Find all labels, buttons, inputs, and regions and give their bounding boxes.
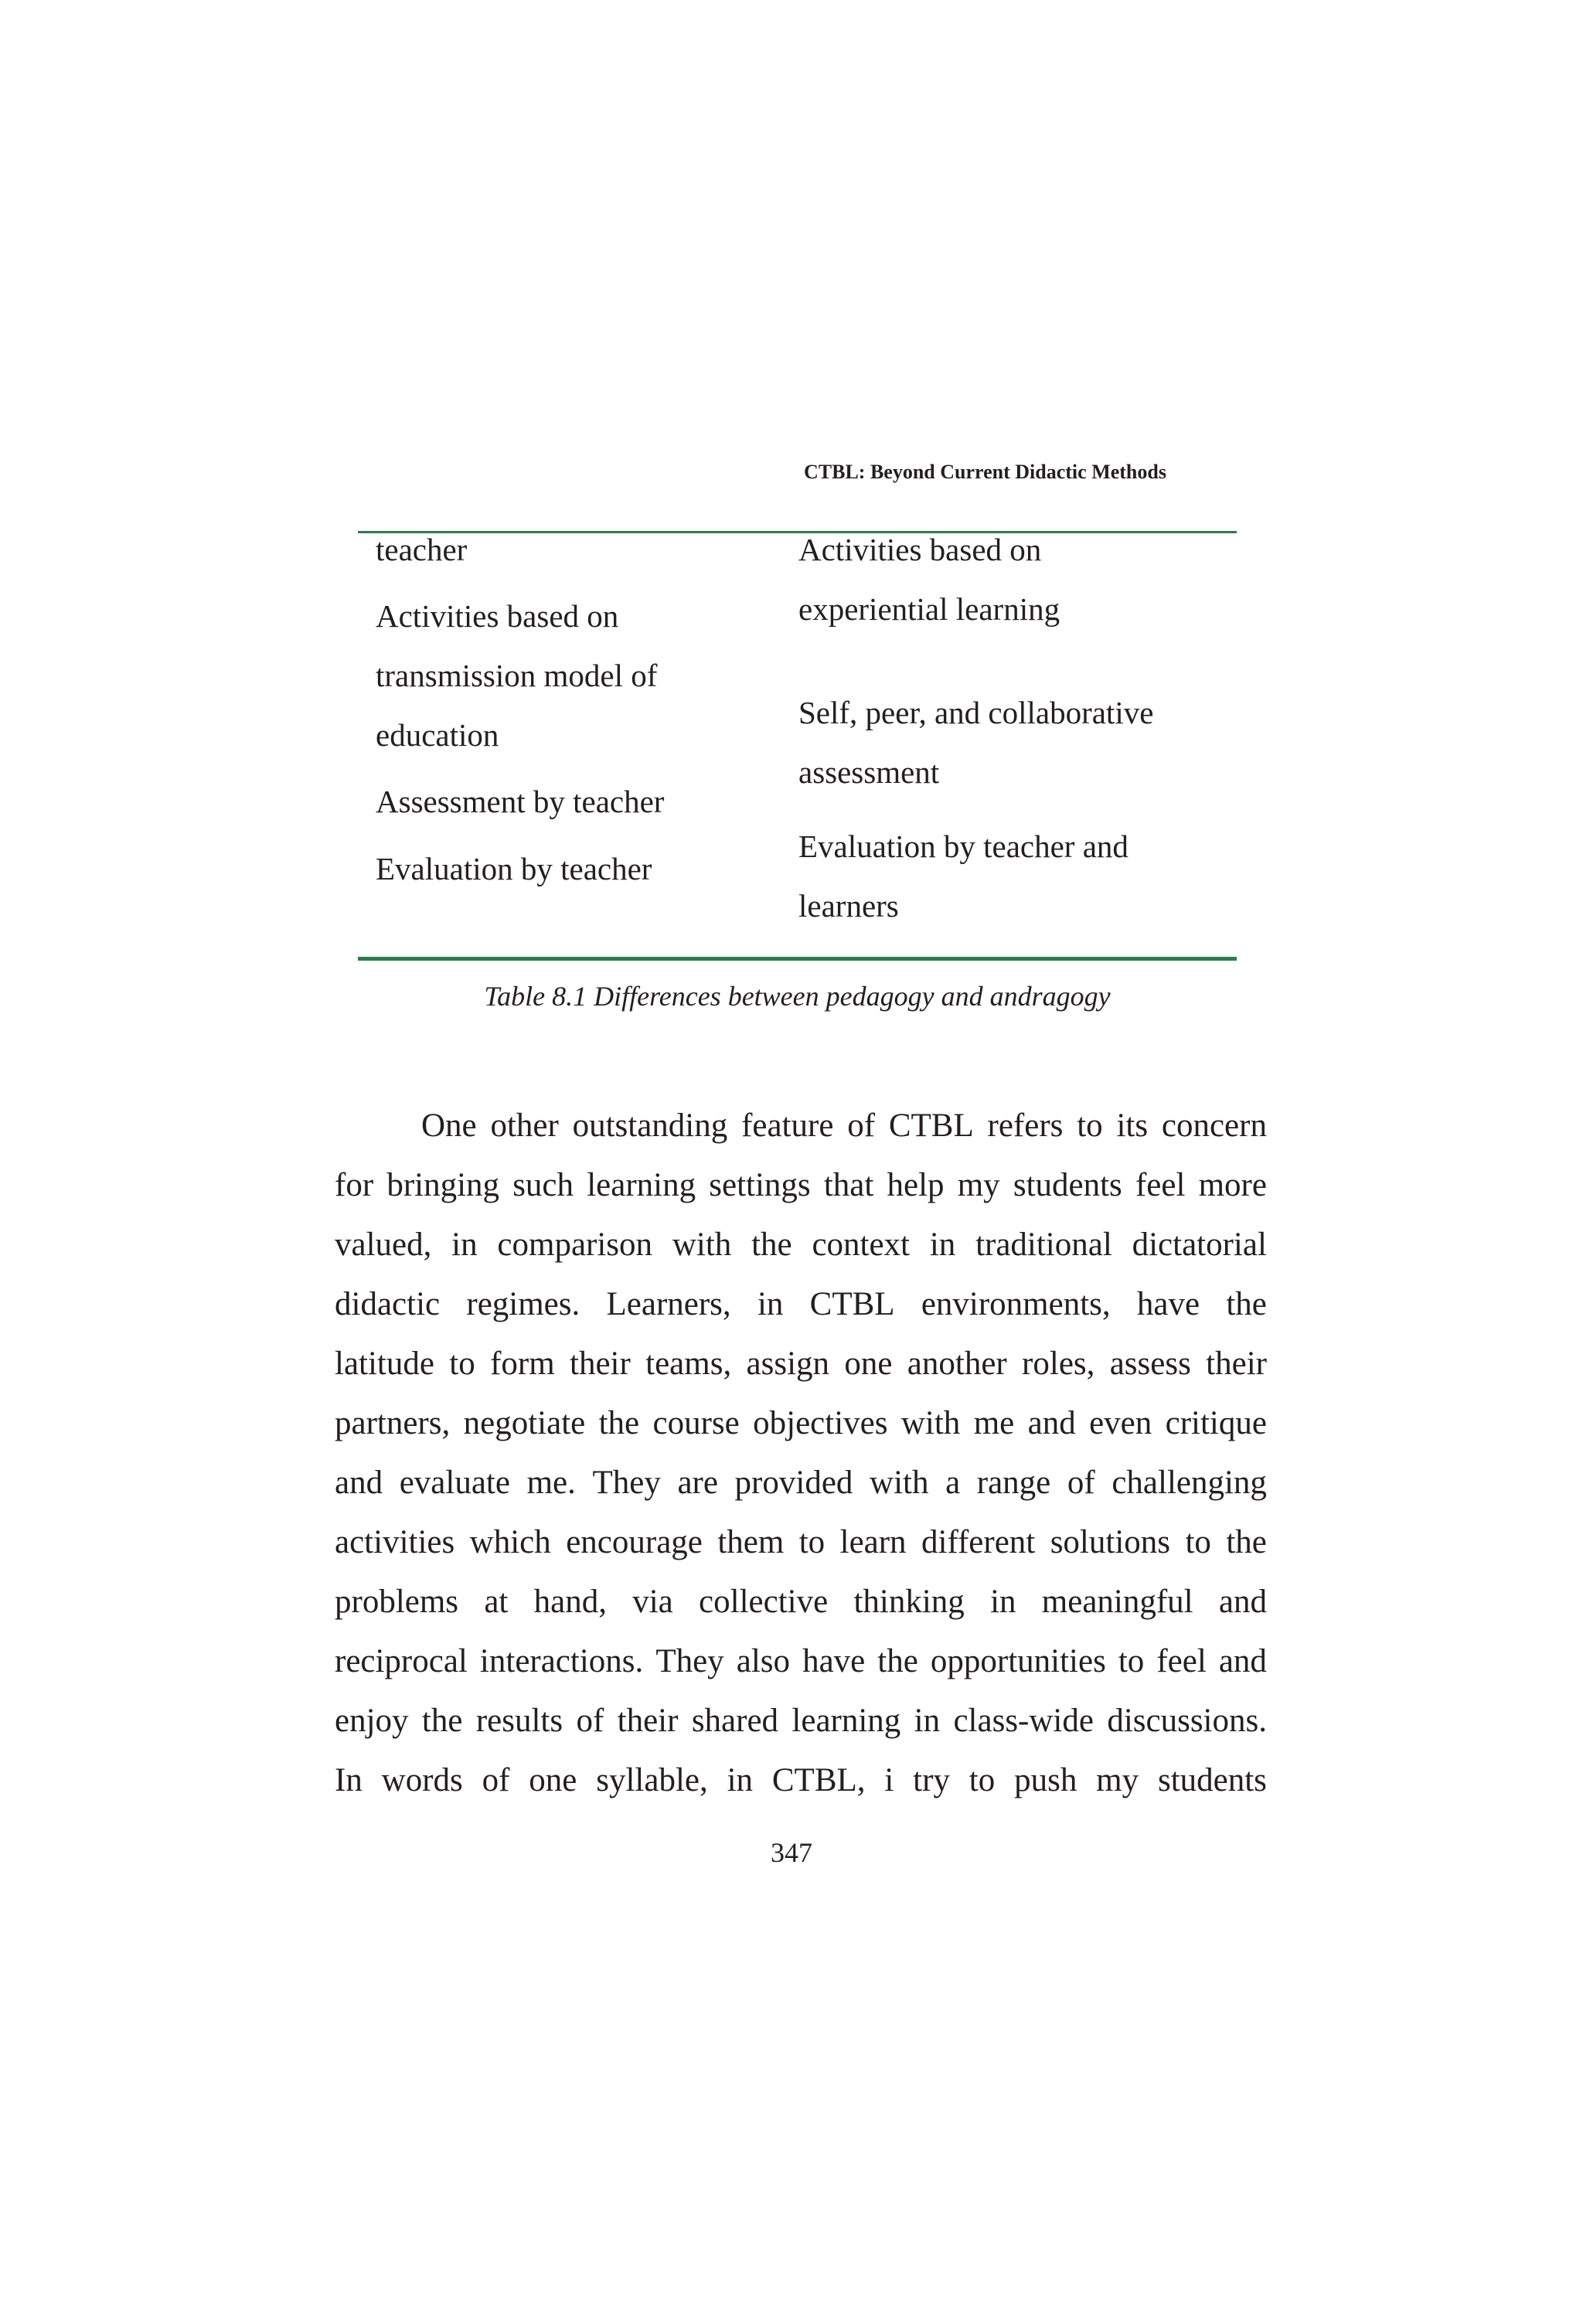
- paragraph-word: Learners,: [606, 1286, 731, 1322]
- paragraph-word: They: [592, 1465, 661, 1501]
- paragraph-word: to: [969, 1762, 996, 1798]
- paragraph-word: environments,: [921, 1286, 1111, 1322]
- paragraph-line: [335, 1453, 1267, 1512]
- paragraph-word: me: [973, 1405, 1015, 1441]
- paragraph-word: latitude: [335, 1346, 434, 1382]
- paragraph-word: learn: [839, 1524, 907, 1560]
- paragraph-word: concern: [1161, 1108, 1267, 1144]
- paragraph-word: traditional: [975, 1227, 1112, 1263]
- paragraph-word: opportunities: [930, 1643, 1106, 1679]
- paragraph-word: CTBL: [809, 1286, 895, 1322]
- paragraph-line: [335, 1751, 1267, 1810]
- paragraph-word: to: [1185, 1524, 1211, 1560]
- paragraph-word: dictatorial: [1132, 1227, 1267, 1263]
- paragraph-line: [335, 1691, 1267, 1751]
- paragraph-word: are: [677, 1465, 718, 1501]
- paragraph-word: and: [335, 1465, 383, 1501]
- paragraph-word: the: [1226, 1524, 1267, 1560]
- paragraph-line: [335, 1572, 1267, 1632]
- right-cell-line: Activities based on: [798, 532, 1042, 567]
- paragraph-word: teams,: [645, 1346, 732, 1382]
- paragraph-word: interactions.: [479, 1643, 644, 1679]
- paragraph-word: to: [798, 1524, 826, 1560]
- paragraph-word: their: [570, 1346, 631, 1382]
- paragraph-word: a: [945, 1465, 961, 1501]
- paragraph-word: didactic: [335, 1286, 441, 1322]
- paragraph-word: class-wide: [953, 1703, 1094, 1739]
- paragraph-word: roles,: [1022, 1346, 1095, 1382]
- paragraph-line: [335, 1393, 1267, 1453]
- right-cell-line: experiential learning: [798, 591, 1060, 627]
- right-cell-line: learners: [798, 888, 899, 924]
- paragraph-word: even: [1089, 1405, 1152, 1441]
- paragraph-word: them: [717, 1524, 785, 1560]
- paragraph-word: objectives: [753, 1405, 888, 1441]
- paragraph-word: with: [900, 1405, 961, 1441]
- paragraph-word: valued,: [335, 1227, 432, 1263]
- paragraph-word: challenging: [1112, 1465, 1267, 1501]
- left-cell-line: Evaluation by teacher: [376, 851, 652, 886]
- paragraph-word: results: [475, 1703, 563, 1739]
- paragraph-word: push: [1014, 1762, 1077, 1798]
- right-cell-line: assessment: [798, 754, 940, 790]
- paragraph-word: thinking: [853, 1584, 965, 1620]
- paragraph-word: with: [672, 1227, 732, 1263]
- paragraph-word: in: [727, 1762, 754, 1798]
- paragraph-word: different: [921, 1524, 1036, 1560]
- paragraph-word: have: [802, 1643, 866, 1679]
- paragraph-word: to: [1077, 1108, 1103, 1144]
- paragraph-word: one: [529, 1762, 577, 1798]
- paragraph-word: the: [421, 1703, 463, 1739]
- table-caption: Table 8.1 Differences between pedagogy and andragogy: [484, 981, 1111, 1012]
- paragraph-word: provided: [734, 1465, 853, 1501]
- paragraph-word: in: [451, 1227, 478, 1263]
- paragraph-word: assess: [1109, 1346, 1191, 1382]
- paragraph-word: assign: [746, 1346, 830, 1382]
- paragraph-word: outstanding: [572, 1108, 728, 1144]
- paragraph-word: the: [751, 1227, 792, 1263]
- paragraph-word: learning: [587, 1167, 696, 1203]
- paragraph-word: context: [812, 1227, 911, 1263]
- paragraph-line: [335, 1274, 1267, 1334]
- paragraph-word: activities: [335, 1524, 455, 1560]
- paragraph-word: form: [490, 1346, 555, 1382]
- paragraph-word: that: [823, 1167, 874, 1203]
- paragraph-word: my: [1096, 1762, 1139, 1798]
- paragraph-word: in: [929, 1227, 956, 1263]
- paragraph-word: critique: [1165, 1405, 1267, 1441]
- paragraph-word: In: [335, 1762, 363, 1798]
- paragraph-word: words: [381, 1762, 463, 1798]
- paragraph-word: another: [907, 1346, 1007, 1382]
- paragraph-word: its: [1116, 1108, 1149, 1144]
- paragraph-word: CTBL,: [771, 1762, 866, 1798]
- paragraph-word: feel: [1135, 1167, 1186, 1203]
- paragraph-word: solutions: [1050, 1524, 1170, 1560]
- table-top-rule: [358, 531, 1237, 533]
- paragraph-word: the: [1226, 1286, 1267, 1322]
- left-cell-line: education: [376, 717, 499, 753]
- paragraph-word: range: [976, 1465, 1051, 1501]
- paragraph-word: collective: [699, 1584, 829, 1620]
- paragraph-word: with: [870, 1465, 929, 1501]
- paragraph-word: and: [1027, 1405, 1076, 1441]
- paragraph-line: [335, 1215, 1267, 1274]
- paragraph-word: of: [482, 1762, 510, 1798]
- paragraph-word: partners,: [335, 1405, 451, 1441]
- paragraph-word: regimes.: [466, 1286, 580, 1322]
- paragraph-word: syllable,: [596, 1762, 708, 1798]
- paragraph-word: in: [990, 1584, 1016, 1620]
- paragraph-word: problems: [335, 1584, 459, 1620]
- paragraph-word: discussions.: [1107, 1703, 1267, 1739]
- paragraph-word: to: [449, 1346, 475, 1382]
- paragraph-word: try: [913, 1762, 950, 1798]
- paragraph-word: and: [1218, 1584, 1267, 1620]
- left-cell-line: Assessment by teacher: [376, 784, 665, 819]
- paragraph-line: [335, 1334, 1267, 1393]
- paragraph-word: more: [1198, 1167, 1267, 1203]
- body-paragraph: [335, 1096, 1267, 1810]
- paragraph-word: help: [887, 1167, 945, 1203]
- paragraph-word: meaningful: [1041, 1584, 1193, 1620]
- paragraph-word: course: [652, 1405, 740, 1441]
- paragraph-word: me.: [526, 1465, 576, 1501]
- paragraph-word: via: [632, 1584, 673, 1620]
- paragraph-word: the: [877, 1643, 918, 1679]
- table-bottom-rule: [358, 957, 1237, 961]
- paragraph-line: [335, 1512, 1267, 1572]
- paragraph-word: enjoy: [335, 1703, 409, 1739]
- left-cell-line: transmission model of: [376, 658, 658, 693]
- paragraph-word: One: [421, 1108, 477, 1144]
- paragraph-word: encourage: [566, 1524, 703, 1560]
- paragraph-word: negotiate: [463, 1405, 586, 1441]
- left-cell-line: teacher: [376, 532, 468, 567]
- paragraph-word: in: [914, 1703, 941, 1739]
- paragraph-word: feel: [1156, 1643, 1207, 1679]
- paragraph-word: my: [957, 1167, 1000, 1203]
- paragraph-word: of: [1067, 1465, 1095, 1501]
- paragraph-line: [335, 1096, 1267, 1155]
- right-cell-line: Self, peer, and collaborative: [798, 695, 1154, 730]
- paragraph-word: hand,: [533, 1584, 607, 1620]
- paragraph-word: which: [469, 1524, 551, 1560]
- left-cell-line: Activities based on: [376, 598, 619, 634]
- paragraph-word: and: [1218, 1643, 1267, 1679]
- paragraph-word: also: [736, 1643, 791, 1679]
- right-cell-line: Evaluation by teacher and: [798, 829, 1129, 864]
- paragraph-word: at: [484, 1584, 509, 1620]
- paragraph-line: [335, 1155, 1267, 1215]
- paragraph-word: students: [1157, 1762, 1267, 1798]
- paragraph-word: to: [1118, 1643, 1145, 1679]
- paragraph-word: the: [598, 1405, 640, 1441]
- paragraph-word: in: [757, 1286, 784, 1322]
- paragraph-word: reciprocal: [335, 1643, 468, 1679]
- paragraph-word: their: [1206, 1346, 1267, 1382]
- paragraph-word: for: [335, 1167, 374, 1203]
- paragraph-word: learning: [792, 1703, 901, 1739]
- paragraph-word: settings: [709, 1167, 811, 1203]
- paragraph-word: have: [1136, 1286, 1200, 1322]
- paragraph-word: one: [844, 1346, 893, 1382]
- paragraph-word: of: [576, 1703, 604, 1739]
- paragraph-word: refers: [987, 1108, 1064, 1144]
- paragraph-word: feature: [741, 1108, 834, 1144]
- paragraph-word: bringing: [386, 1167, 500, 1203]
- paragraph-word: i: [884, 1762, 894, 1798]
- paragraph-word: of: [847, 1108, 876, 1144]
- page-number: 347: [771, 1837, 812, 1868]
- paragraph-word: other: [490, 1108, 559, 1144]
- paragraph-word: shared: [691, 1703, 779, 1739]
- running-header: CTBL: Beyond Current Didactic Methods: [804, 461, 1166, 483]
- paragraph-word: comparison: [497, 1227, 653, 1263]
- paragraph-word: evaluate: [399, 1465, 510, 1501]
- paragraph-line: [335, 1632, 1267, 1691]
- paragraph-word: CTBL: [888, 1108, 974, 1144]
- comparison-table: [358, 531, 1237, 962]
- paragraph-word: their: [617, 1703, 679, 1739]
- paragraph-word: such: [512, 1167, 574, 1203]
- paragraph-word: They: [655, 1643, 724, 1679]
- paragraph-word: students: [1013, 1167, 1122, 1203]
